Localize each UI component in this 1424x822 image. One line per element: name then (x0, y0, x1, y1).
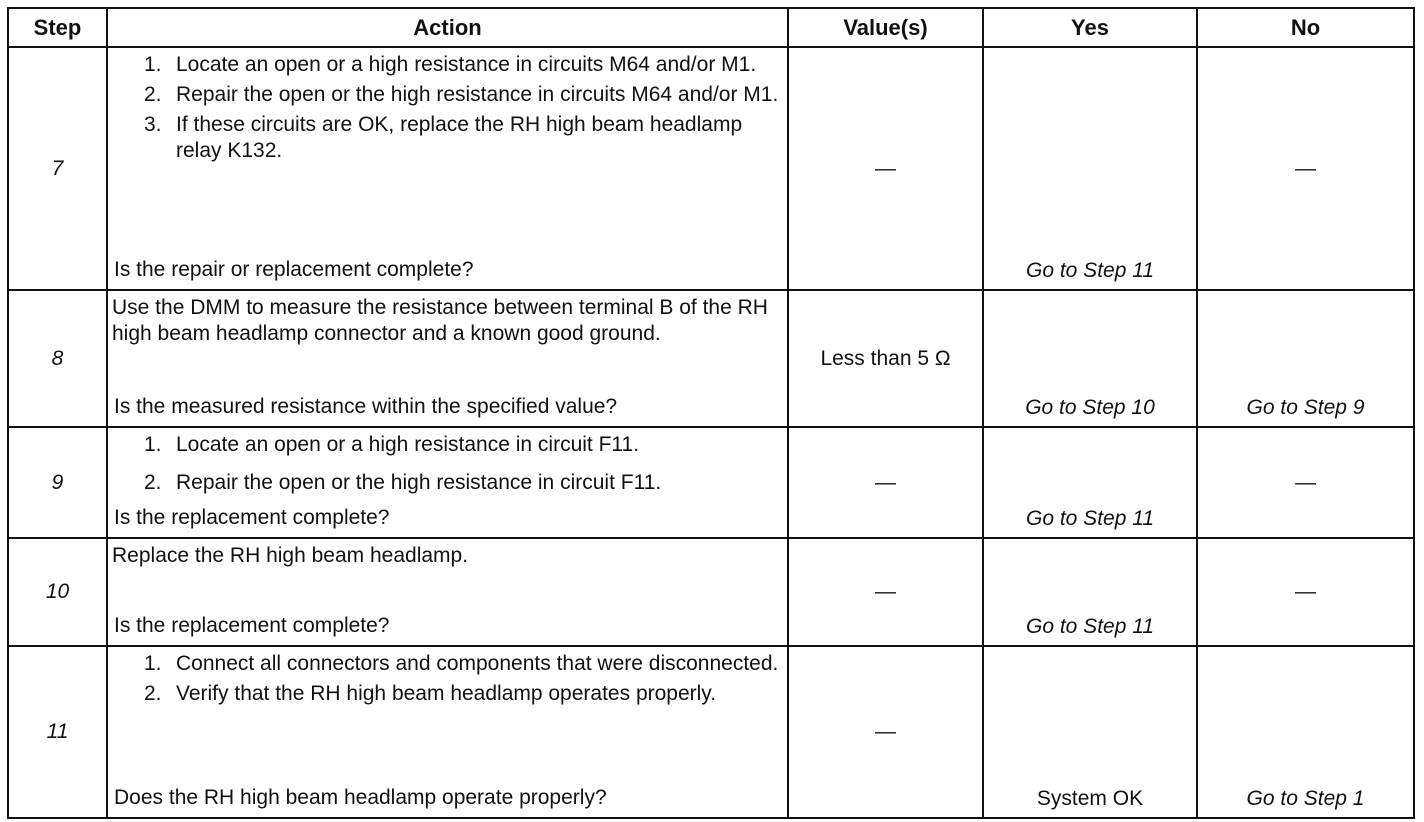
list-item (114, 432, 781, 458)
list-item-text: Locate an open or a high resistance in circuits M64 and/or M1. (176, 53, 757, 76)
yes-cell (983, 427, 1197, 538)
action-question: Does the RH high beam headlamp operate properly? (114, 786, 607, 809)
no-cell (1197, 47, 1414, 290)
no-cell (1197, 646, 1414, 818)
list-number: 2. (144, 471, 162, 494)
action-question: Is the measured resistance within the specified value? (114, 395, 618, 418)
header-yes: Yes (983, 8, 1197, 47)
list-item-text: Repair the open or the high resistance in circuits M64 and/or M1. (176, 83, 779, 106)
diagnostic-table (7, 7, 1415, 819)
list-number: 3. (144, 113, 162, 136)
action-question: Is the replacement complete? (114, 614, 390, 637)
action-cell (107, 538, 788, 646)
action-question: Is the replacement complete? (114, 506, 390, 529)
no-text: — (1295, 580, 1316, 603)
list-item (114, 681, 781, 707)
value-cell: — (788, 538, 983, 646)
action-text: Use the DMM to measure the resistance between terminal B of the RH high beam headlamp connector and a known good ground. (112, 296, 768, 345)
list-item-text: Locate an open or a high resistance in circuit F11. (176, 433, 640, 456)
action-cell (107, 646, 788, 818)
header-row (8, 8, 1414, 47)
list-item (114, 112, 781, 164)
list-number: 1. (144, 652, 162, 675)
table-row-step-11 (8, 646, 1414, 818)
action-list (114, 52, 781, 164)
yes-text: Go to Step 11 (1025, 615, 1155, 638)
action-list (114, 432, 781, 496)
value-cell: — (788, 47, 983, 290)
list-item (114, 651, 781, 677)
list-item-text: Repair the open or the high resistance in circuit F11. (176, 471, 662, 494)
list-number: 1. (144, 53, 162, 76)
value-cell: — (788, 427, 983, 538)
no-cell (1197, 538, 1414, 646)
no-cell (1197, 427, 1414, 538)
action-list (114, 651, 781, 707)
list-item-text: Verify that the RH high beam headlamp operates properly. (176, 682, 717, 705)
no-cell (1197, 290, 1414, 427)
table-row-step-8 (8, 290, 1414, 427)
list-item-text: Connect all connectors and components that were disconnected. (176, 652, 779, 675)
value-cell: — (788, 646, 983, 818)
header-action: Action (107, 8, 788, 47)
list-number: 1. (144, 433, 162, 456)
action-cell (107, 47, 788, 290)
no-text: Go to Step 1 (1246, 787, 1365, 810)
list-number: 2. (144, 682, 162, 705)
action-text: Replace the RH high beam headlamp. (112, 544, 469, 567)
yes-text: System OK (1036, 787, 1144, 810)
yes-text: Go to Step 11 (1025, 259, 1155, 282)
yes-text: Go to Step 11 (1025, 507, 1155, 530)
yes-text: Go to Step 10 (1025, 396, 1155, 419)
table-row-step-7 (8, 47, 1414, 290)
step-number: 11 (8, 646, 107, 818)
header-step: Step (8, 8, 107, 47)
table-row-step-9 (8, 427, 1414, 538)
yes-cell (983, 47, 1197, 290)
no-text: — (1295, 156, 1316, 180)
no-text: Go to Step 9 (1246, 396, 1365, 419)
step-number: 8 (8, 290, 107, 427)
list-item-text: If these circuits are OK, replace the RH high beam headlamp relay K132. (176, 113, 743, 162)
step-number: 10 (8, 538, 107, 646)
no-text: — (1295, 470, 1316, 494)
action-cell (107, 427, 788, 538)
action-cell (107, 290, 788, 427)
table-row-step-10 (8, 538, 1414, 646)
yes-cell (983, 290, 1197, 427)
action-question: Is the repair or replacement complete? (114, 258, 474, 281)
step-number: 9 (8, 427, 107, 538)
header-values: Value(s) (788, 8, 983, 47)
header-no: No (1197, 8, 1414, 47)
list-item (114, 470, 781, 496)
list-item (114, 82, 781, 108)
value-cell: Less than 5 Ω (788, 290, 983, 427)
step-number: 7 (8, 47, 107, 290)
yes-cell (983, 538, 1197, 646)
list-number: 2. (144, 83, 162, 106)
list-item (114, 52, 781, 78)
yes-cell (983, 646, 1197, 818)
